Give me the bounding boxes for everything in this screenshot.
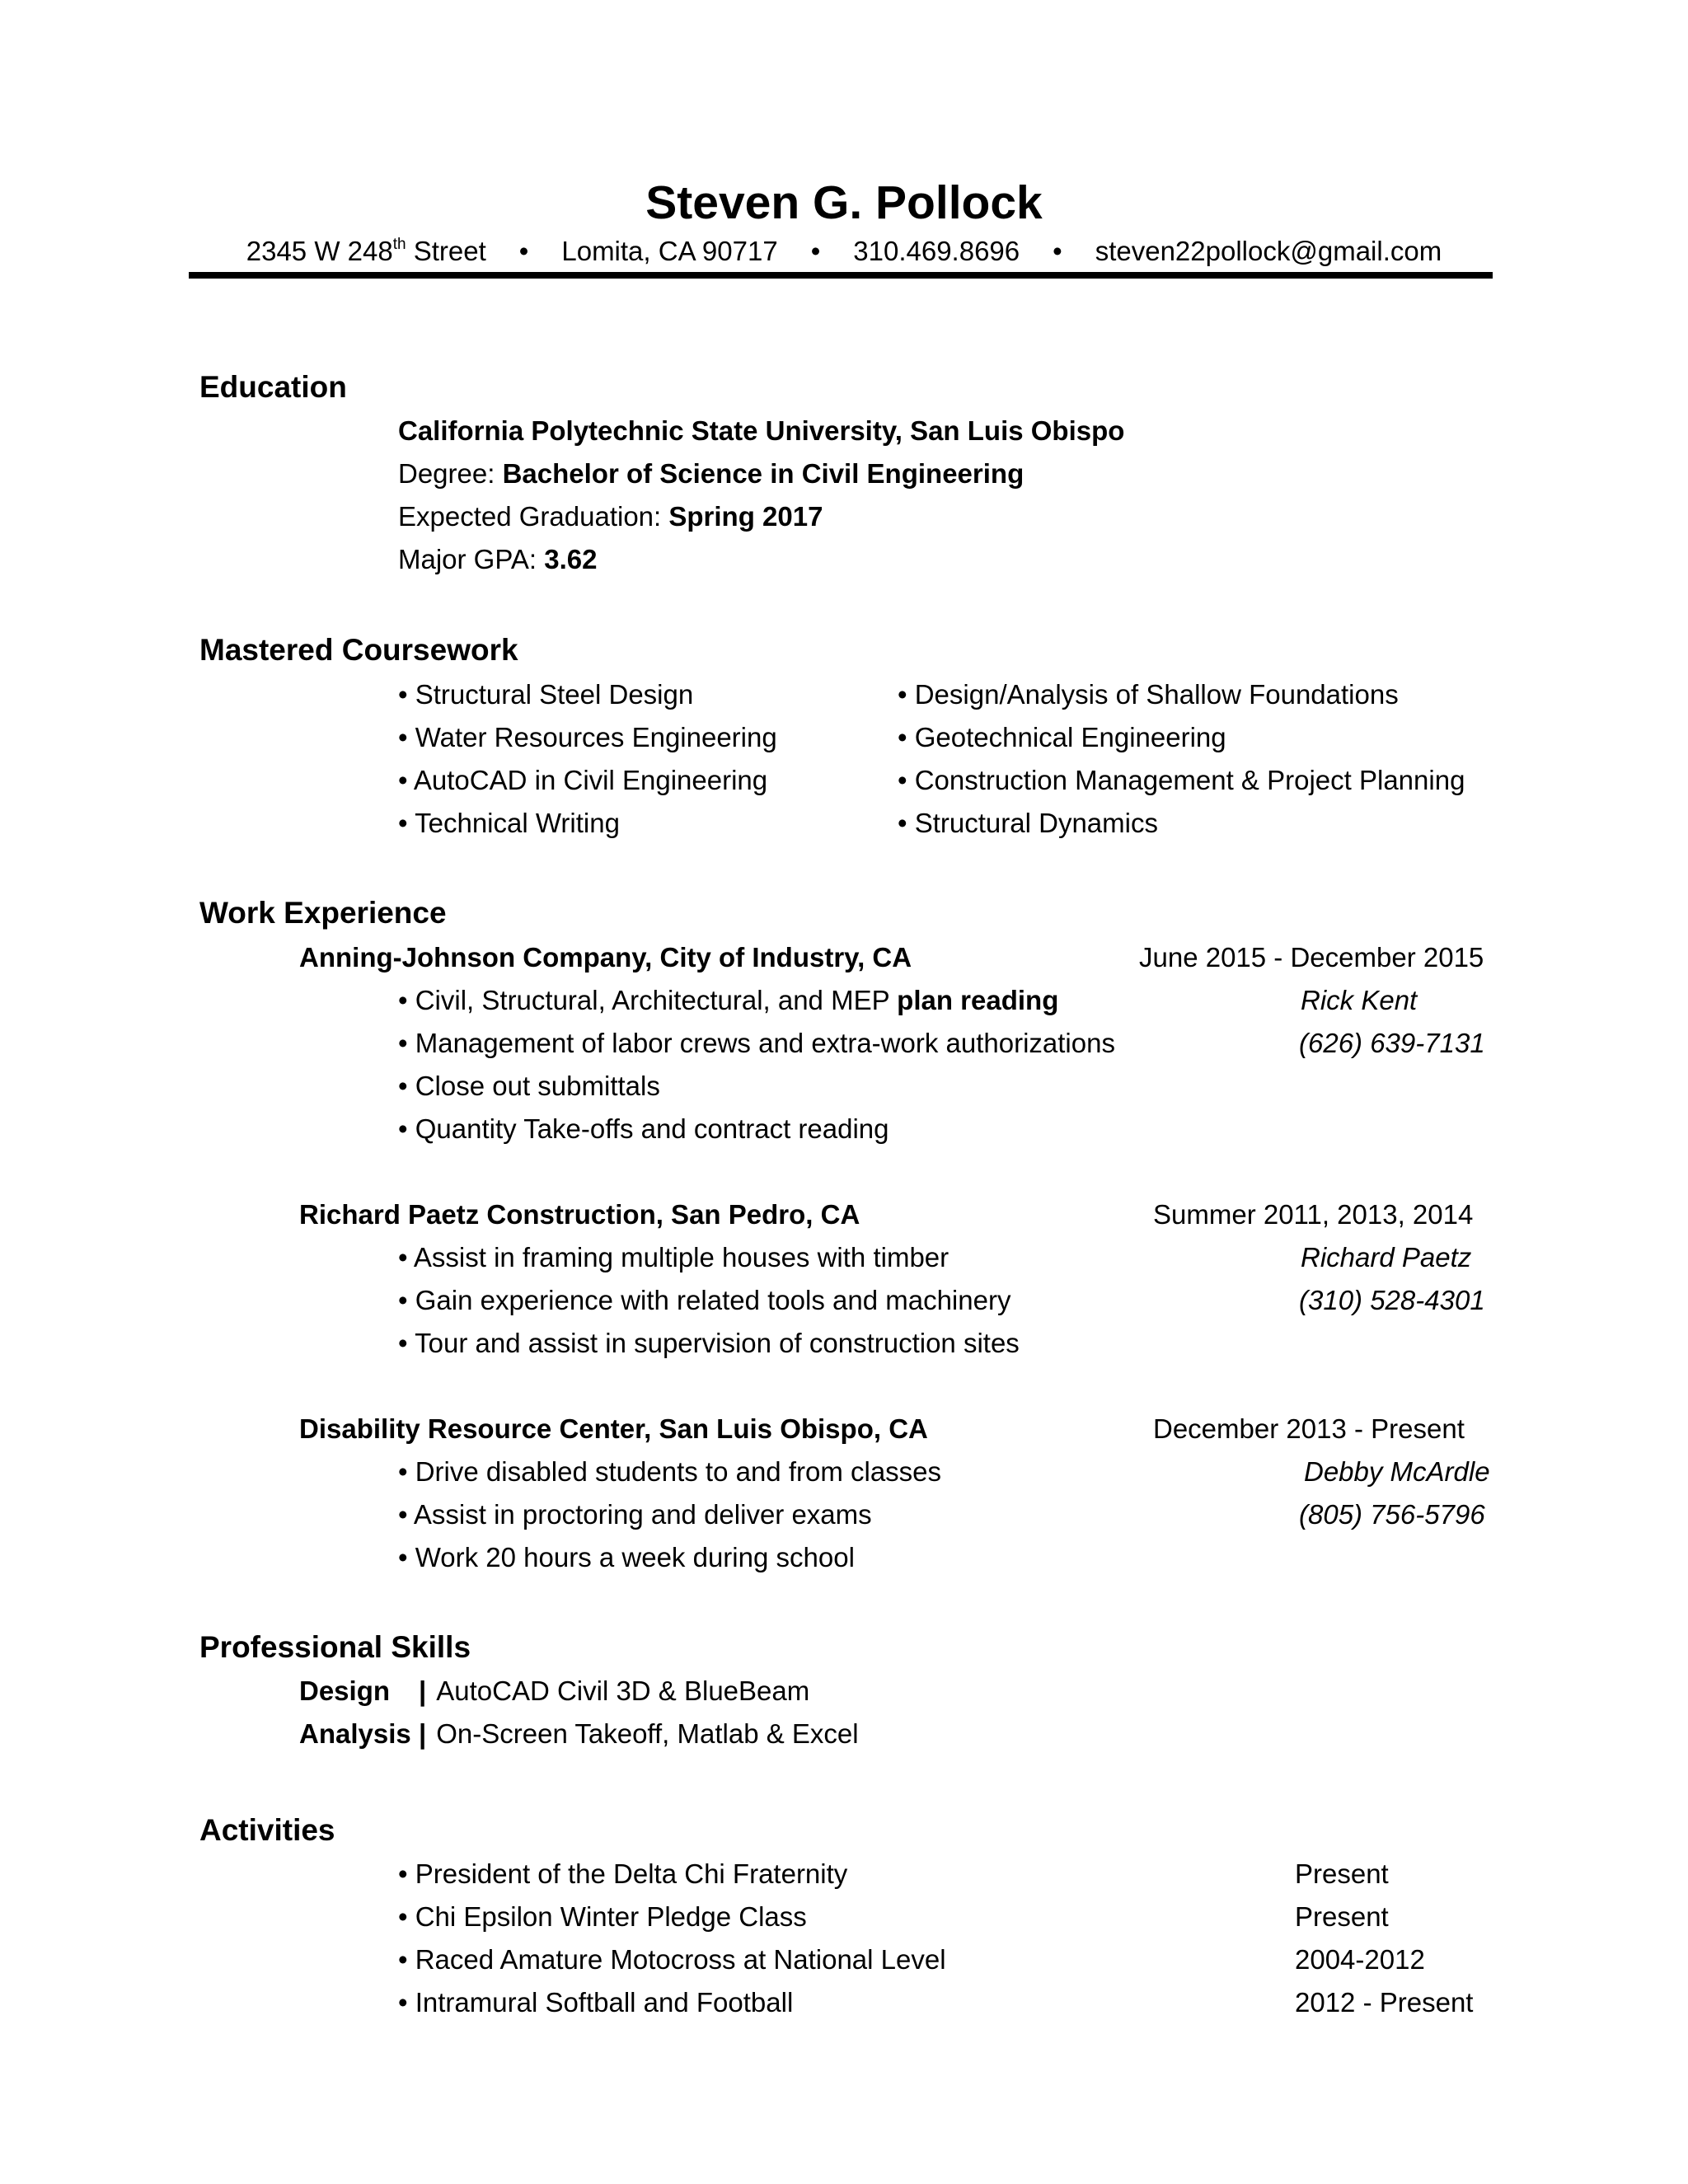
address-superscript: th	[392, 236, 406, 253]
degree-line	[398, 460, 1024, 487]
activity-date: Present	[1295, 1901, 1389, 1932]
bullet-separator: •	[518, 236, 529, 266]
bullet-separator: •	[1053, 236, 1062, 266]
job-bullet-text: • Civil, Structural, Architectural, and MEP	[398, 985, 898, 1015]
activity-item: • Raced Amature Motocross at National Level	[398, 1944, 946, 1975]
job-bullet: • Assist in framing multiple houses with timber	[398, 1242, 950, 1272]
course-item: • AutoCAD in Civil Engineering	[398, 765, 768, 795]
activity-item: • Intramural Softball and Football	[398, 1987, 794, 2018]
work-heading: Work Experience	[199, 896, 447, 930]
skill-row	[419, 1720, 859, 1747]
education-heading: Education	[199, 370, 347, 404]
bullet-separator: •	[810, 236, 821, 266]
course-item: • Technical Writing	[398, 808, 620, 838]
course-item: • Structural Dynamics	[898, 808, 1158, 838]
job-bullet-emphasis: plan reading	[897, 985, 1059, 1015]
activity-date: 2004-2012	[1295, 1944, 1425, 1975]
gpa-label: Major GPA:	[398, 544, 545, 574]
job-dates: December 2013 - Present	[1153, 1413, 1465, 1444]
phone: 310.469.8696	[853, 236, 1020, 266]
job-bullet	[398, 987, 1058, 1014]
graduation-label: Expected Graduation:	[398, 501, 669, 532]
coursework-heading: Mastered Coursework	[199, 633, 518, 667]
gpa-value: 3.62	[544, 544, 598, 574]
reference-name: Rick Kent	[1301, 985, 1418, 1015]
graduation-line	[398, 503, 823, 530]
job-bullet: • Drive disabled students to and from classes	[398, 1456, 942, 1487]
pipe-divider: |	[419, 1675, 427, 1706]
graduation-value: Spring 2017	[668, 501, 823, 532]
job-bullet: • Tour and assist in supervision of construction sites	[398, 1328, 1020, 1358]
gpa-line	[398, 546, 598, 573]
skill-label: Design	[299, 1675, 391, 1706]
pipe-divider: |	[419, 1718, 427, 1749]
reference-name: Debby McArdle	[1304, 1456, 1490, 1487]
course-item: • Construction Management & Project Planning	[898, 765, 1465, 795]
reference-phone: (805) 756-5796	[1299, 1499, 1485, 1530]
job-company: Richard Paetz Construction, San Pedro, CA	[299, 1199, 860, 1230]
address-street-number: 2345 W 248	[246, 236, 393, 266]
activity-item: • Chi Epsilon Winter Pledge Class	[398, 1901, 807, 1932]
skill-value: On-Screen Takeoff, Matlab & Excel	[436, 1718, 859, 1749]
course-item: • Geotechnical Engineering	[898, 722, 1226, 752]
job-dates: Summer 2011, 2013, 2014	[1153, 1199, 1474, 1230]
job-bullet: • Management of labor crews and extra-work authorizations	[398, 1028, 1115, 1058]
job-dates: June 2015 - December 2015	[1139, 942, 1484, 972]
skill-label: Analysis	[299, 1718, 411, 1749]
activity-date: Present	[1295, 1858, 1389, 1889]
job-bullet: • Close out submittals	[398, 1071, 660, 1101]
reference-name: Richard Paetz	[1301, 1242, 1472, 1272]
reference-phone: (310) 528-4301	[1299, 1285, 1485, 1315]
job-bullet: • Quantity Take-offs and contract reading	[398, 1113, 889, 1144]
job-company: Disability Resource Center, San Luis Obispo, CA	[299, 1413, 928, 1444]
email: steven22pollock@gmail.com	[1095, 236, 1442, 266]
job-bullet: • Assist in proctoring and deliver exams	[398, 1499, 872, 1530]
activity-date: 2012 - Present	[1295, 1987, 1474, 2018]
job-bullet: • Work 20 hours a week during school	[398, 1542, 855, 1572]
skill-row	[419, 1677, 809, 1704]
address	[246, 236, 486, 266]
activity-item: • President of the Delta Chi Fraternity	[398, 1858, 848, 1889]
course-item: • Water Resources Engineering	[398, 722, 777, 752]
city: Lomita, CA 90717	[561, 236, 778, 266]
job-company: Anning-Johnson Company, City of Industry, CA	[299, 942, 912, 972]
contact-line	[0, 237, 1688, 265]
skills-heading: Professional Skills	[199, 1630, 471, 1664]
school-name: California Polytechnic State University, San Luis Obispo	[398, 415, 1125, 446]
course-item: • Design/Analysis of Shallow Foundations	[898, 679, 1399, 710]
header-rule	[189, 272, 1493, 279]
activities-heading: Activities	[199, 1813, 335, 1847]
reference-phone: (626) 639-7131	[1299, 1028, 1485, 1058]
degree-value: Bachelor of Science in Civil Engineering	[502, 458, 1025, 489]
candidate-name: Steven G. Pollock	[645, 176, 1043, 229]
course-item: • Structural Steel Design	[398, 679, 694, 710]
job-bullet: • Gain experience with related tools and machinery	[398, 1285, 1011, 1315]
degree-label: Degree:	[398, 458, 503, 489]
address-street-suffix: Street	[406, 236, 486, 266]
skill-value: AutoCAD Civil 3D & BlueBeam	[436, 1675, 810, 1706]
